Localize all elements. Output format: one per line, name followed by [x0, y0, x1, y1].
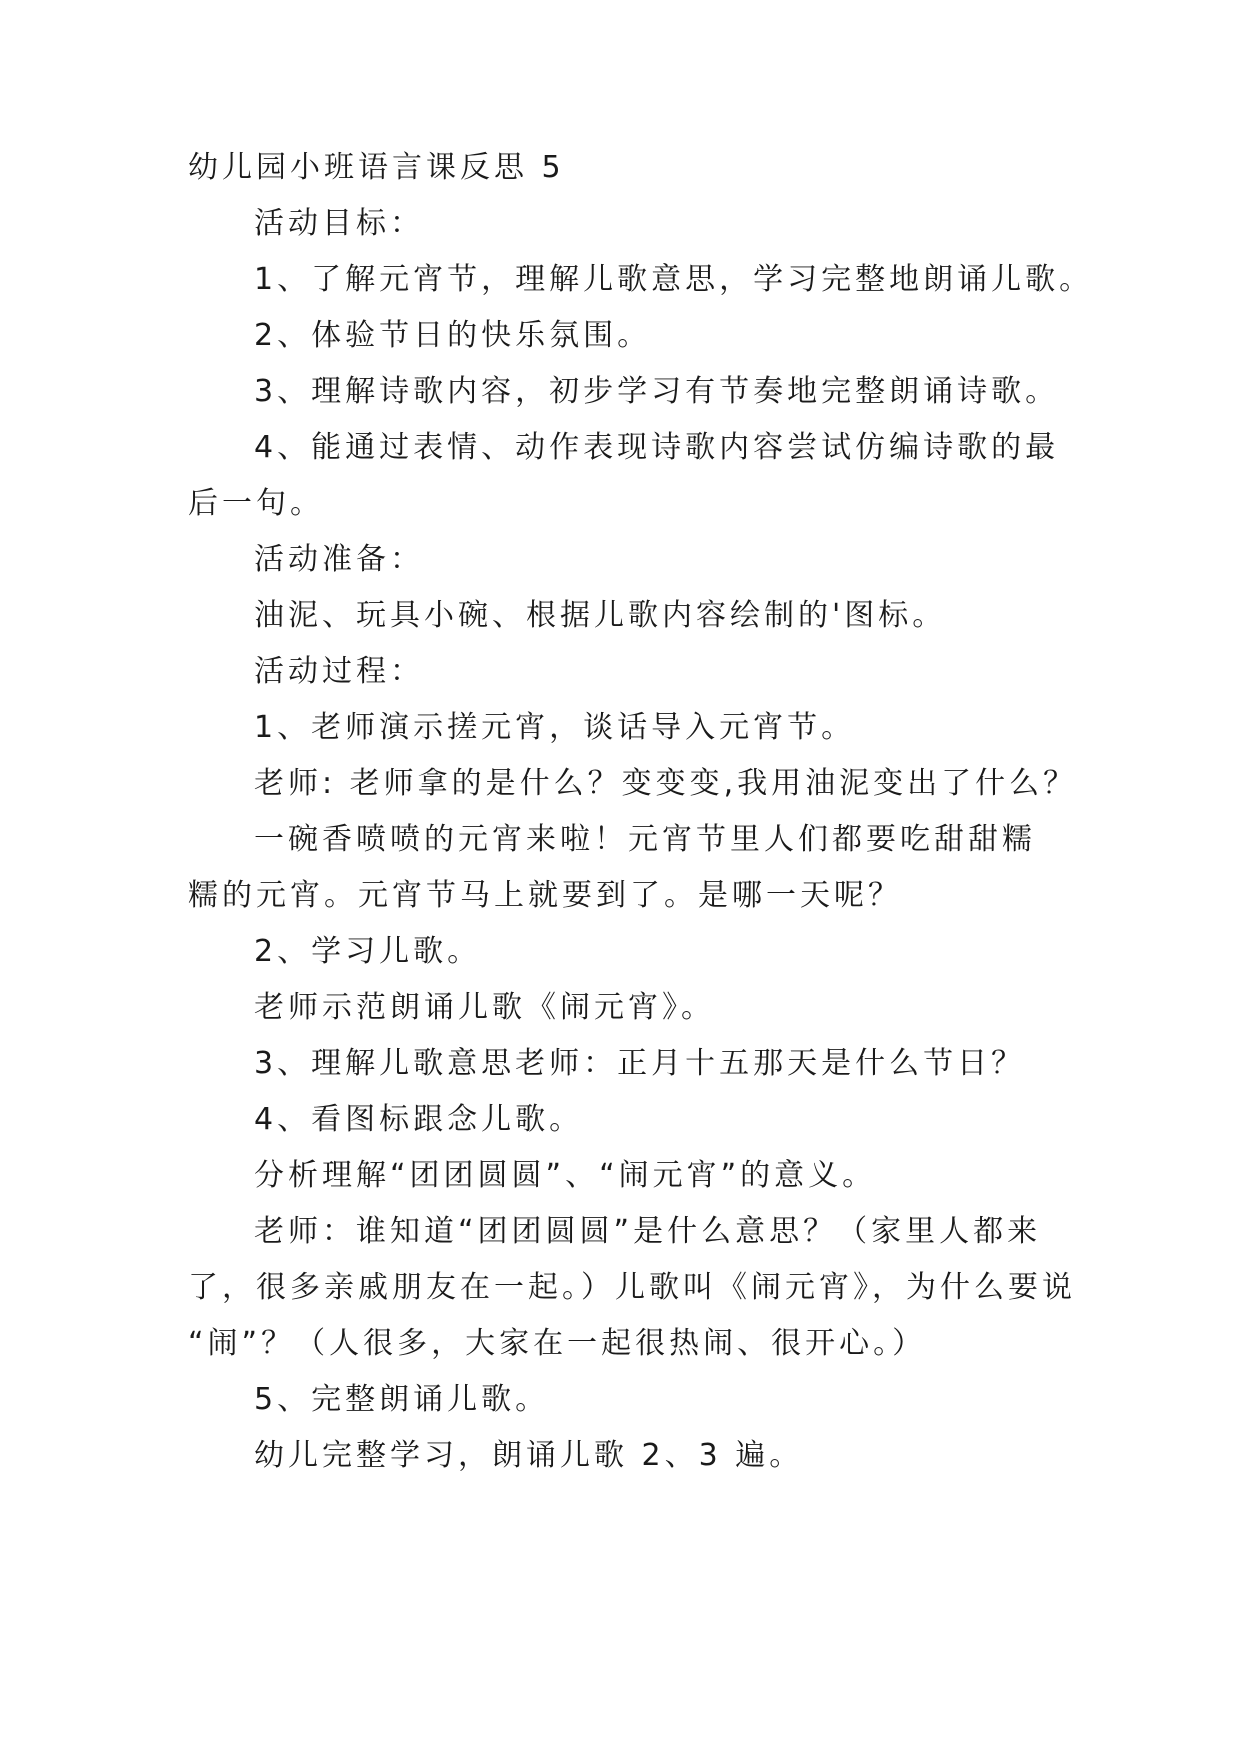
paragraph-line: 3、理解诗歌内容，初步学习有节奏地完整朗诵诗歌。 [254, 374, 1060, 409]
paragraph-line: 1、了解元宵节，理解儿歌意思，学习完整地朗诵儿歌。 [254, 262, 1094, 297]
paragraph-line: 后一句。 [188, 486, 324, 521]
paragraph-line: 4、能通过表情、动作表现诗歌内容尝试仿编诗歌的最 [254, 430, 1060, 465]
paragraph-line: 了，很多亲戚朋友在一起。）儿歌叫《闹元宵》，为什么要说 [188, 1270, 1076, 1305]
paragraph-line: 油泥、玩具小碗、根据儿歌内容绘制的'图标。 [254, 598, 947, 633]
paragraph-line: “闹”？（人很多，大家在一起很热闹、很开心。） [188, 1326, 927, 1361]
section-heading-preparation: 活动准备： [254, 542, 424, 577]
paragraph-line: 老师: 老师拿的是什么？变变变,我用油泥变出了什么？ [254, 766, 1078, 801]
paragraph-line: 老师示范朗诵儿歌《闹元宵》。 [254, 990, 715, 1025]
section-heading-process: 活动过程： [254, 654, 424, 689]
paragraph-line: 5、完整朗诵儿歌。 [254, 1382, 550, 1417]
paragraph-line: 3、理解儿歌意思老师：正月十五那天是什么节日？ [254, 1046, 1026, 1081]
paragraph-line: 分析理解“团团圆圆”、“闹元宵”的意义。 [254, 1158, 877, 1193]
paragraph-line: 1、老师演示搓元宵，谈话导入元宵节。 [254, 710, 856, 745]
paragraph-line: 老师：谁知道“团团圆圆”是什么意思？（家里人都来 [254, 1214, 1042, 1249]
paragraph-line: 一碗香喷喷的元宵来啦！元宵节里人们都要吃甜甜糯 [254, 822, 1036, 857]
paragraph-line: 幼儿完整学习，朗诵儿歌 2、3 遍。 [254, 1438, 804, 1473]
section-heading-goals: 活动目标： [254, 206, 424, 241]
document-title: 幼儿园小班语言课反思 5 [188, 150, 565, 185]
paragraph-line: 2、学习儿歌。 [254, 934, 482, 969]
paragraph-line: 4、看图标跟念儿歌。 [254, 1102, 584, 1137]
paragraph-line: 糯的元宵。元宵节马上就要到了。是哪一天呢？ [188, 878, 902, 913]
paragraph-line: 2、体验节日的快乐氛围。 [254, 318, 652, 353]
